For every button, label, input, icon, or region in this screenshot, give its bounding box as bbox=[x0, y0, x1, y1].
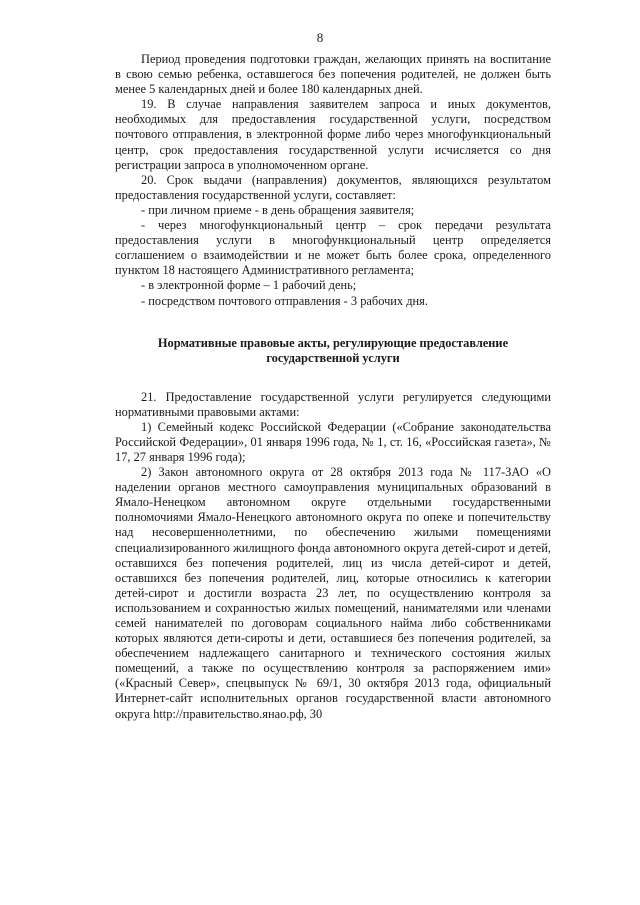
paragraph-19: 19. В случае направления заявителем запроса и иных документов, необходимых для предоставления государственной услуги, посредством почтового отправления, в электронной форме либо через многофункциональный центр, срок предоставления государственной услуги исчисляется со дня регистрации запроса в уполномоченном органе. bbox=[115, 97, 551, 172]
paragraph-regional-law: 2) Закон автономного округа от 28 октября 2013 года № 117-ЗАО «О наделении органов местного самоуправления муниципальных образований в Ямало-Ненецком автономном округе отдельными государственными полномочиями Ямало-Ненецкого автономного округа по опеке и попечительству над несовершеннолетними, по обеспечению жилыми помещениями специализированного жилищного фонда автономного округа детей-сирот и детей, оставшихся без попечения родителей, лиц из числа детей-сирот и детей, оставшихся без попечения родителей, лиц, которые относились к категории детей-сирот и достигли возраста 23 лет, по осуществлению контроля за использованием и сохранностью жилых помещений, нанимателями или членами семей нанимателей по договорам социального найма либо собственниками которых являются дети-сироты и дети, оставшиеся без попечения родителей, за обеспечением надлежащего санитарного и технического состояния жилых помещений, а также по осуществлению контроля за распоряжением ими» («Красный Север», спецвыпуск № 69/1, 30 октября 2013 года, официальный Интернет-сайт исполнительных органов государственной власти автономного округа http://правительство.янао.рф, 30 bbox=[115, 465, 551, 721]
paragraph-training-period: Период проведения подготовки граждан, желающих принять на воспитание в свою семью ребенка, оставшегося без попечения родителей, не должен быть менее 5 календарных дней и более 180 календарных дней. bbox=[115, 52, 551, 97]
list-item-electronic: - в электронной форме – 1 рабочий день; bbox=[141, 278, 357, 293]
section-heading: Нормативные правовые акты, регулирующие предоставление государственной услуги bbox=[157, 335, 509, 366]
list-item-post: - посредством почтового отправления - 3 рабочих дня. bbox=[141, 293, 428, 308]
paragraph-20: 20. Срок выдачи (направления) документов, являющихся результатом предоставления государственной услуги, составляет: bbox=[115, 172, 551, 202]
list-item-personal: - при личном приеме - в день обращения заявителя; bbox=[141, 202, 415, 217]
paragraph-21: 21. Предоставление государственной услуги регулируется следующими нормативными правовыми актами: bbox=[115, 389, 551, 419]
document-body bbox=[115, 52, 551, 722]
paragraph-family-code: 1) Семейный кодекс Российской Федерации («Собрание законодательства Российской Федерации», 01 января 1996 года, № 1, ст. 16, «Российская газета», № 17, 27 января 1996 года); bbox=[115, 419, 551, 464]
page-number: 8 bbox=[316, 30, 324, 45]
list-item-mfc: - через многофункциональный центр – срок передачи результата предоставления услуги в многофункциональный центр определяется соглашением о взаимодействии и не может быть более срока, определенного пунктом 18 настоящего Административного регламента; bbox=[115, 218, 551, 278]
